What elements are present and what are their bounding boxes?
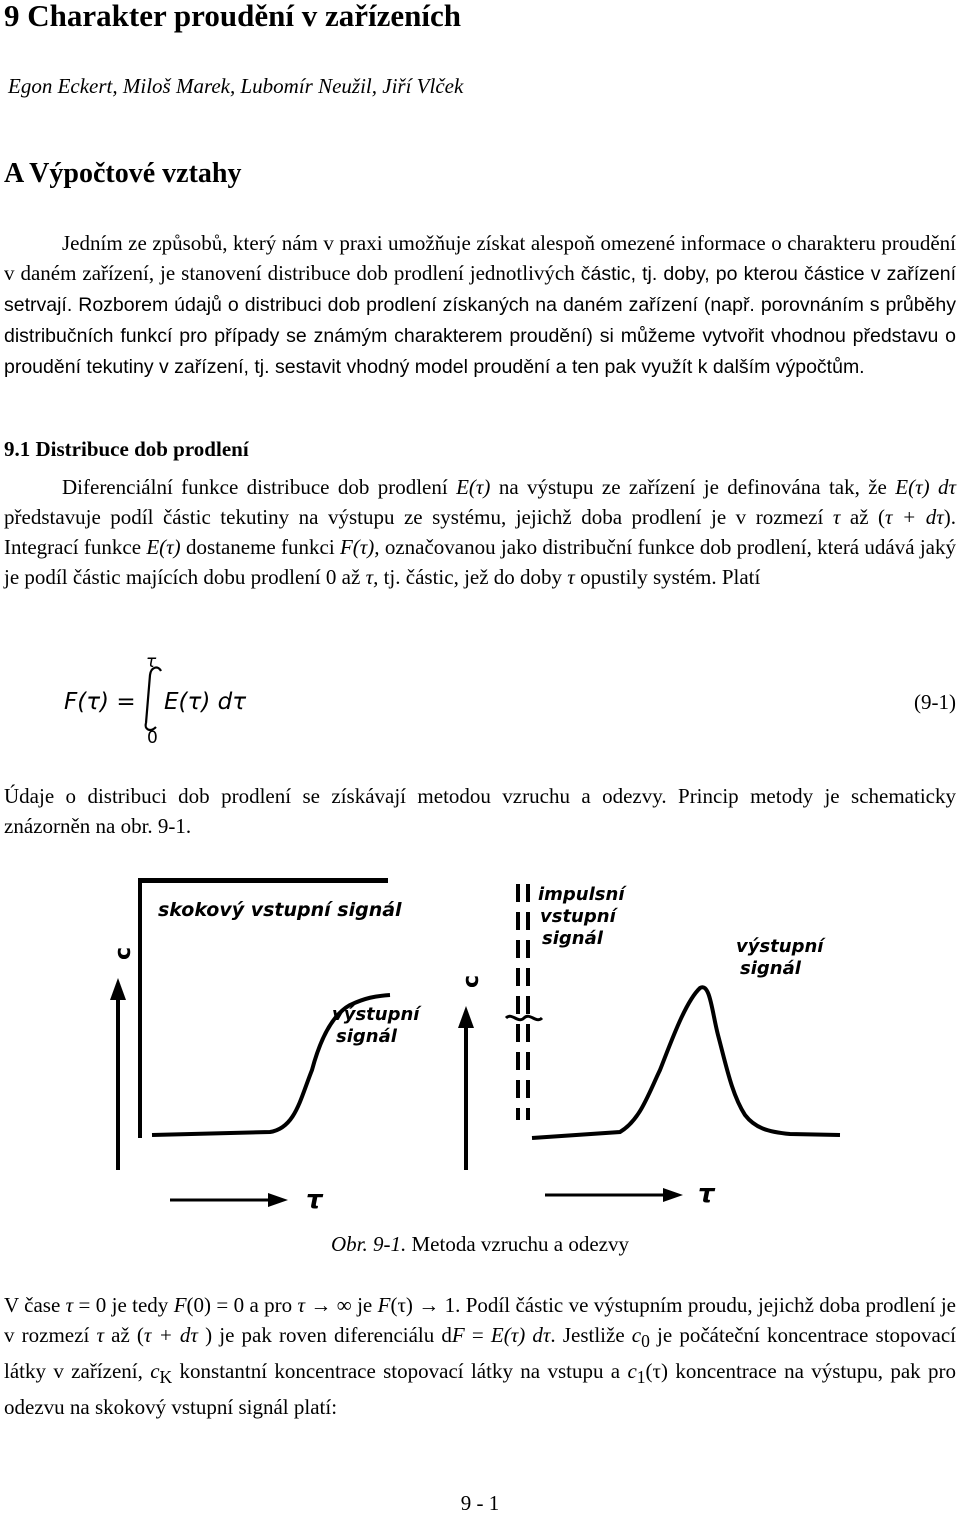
p3-k: konstantní koncentrace stopovací látky na vstupu a bbox=[172, 1359, 628, 1384]
p1-tau3: τ bbox=[567, 565, 575, 589]
p3-a: V čase bbox=[4, 1293, 66, 1317]
p1-E: E(τ) bbox=[456, 475, 491, 499]
p3-g: ) je pak roven diferenciálu d bbox=[197, 1323, 452, 1347]
eq-integrand: E(τ) dτ bbox=[164, 689, 247, 715]
left-panel bbox=[110, 878, 422, 1215]
caption-prefix: Obr. 9-1. bbox=[330, 1232, 407, 1256]
p1-text-a: Diferenciální funkce distribuce dob prodlení bbox=[62, 475, 457, 499]
right-x-label: τ bbox=[698, 1179, 715, 1209]
eq-lhs: F(τ) = bbox=[64, 689, 136, 715]
p1-taudt: τ + dτ bbox=[885, 505, 944, 529]
method-paragraph: Údaje o distribuci dob prodlení se získávají metodou vzruchu a odezvy. Princip metody je schematicky znázorněn na obr. 9-1. bbox=[4, 784, 956, 838]
intro-serif-text: Jedním ze způsobů, který nám v praxi umožňuje získat alespoň omezené informace o charakteru proudění v daném zařízení, je stanovení distribuce dob prodlení jednotlivých bbox=[4, 231, 956, 285]
p3-i: . Jestliže bbox=[550, 1323, 632, 1347]
p1-tau: τ bbox=[832, 505, 841, 529]
p3-Ft: F bbox=[377, 1293, 391, 1317]
p3-b: = 0 je tedy bbox=[73, 1293, 174, 1317]
p1-E2: E(τ) bbox=[146, 535, 181, 559]
right-input-label-3: signál bbox=[542, 928, 603, 949]
chapter-title: 9 Charakter proudění v zařízeních bbox=[4, 0, 461, 33]
p3-j: je počáteční koncentrace stopovací látky v zařízení, bbox=[4, 1323, 957, 1384]
left-step-vertical bbox=[138, 878, 142, 1138]
figure-caption bbox=[0, 1232, 960, 1257]
p3-cK-sub: K bbox=[159, 1367, 173, 1388]
p3-d: → ∞ je bbox=[305, 1293, 378, 1317]
equation-9-1 bbox=[60, 655, 960, 745]
p3-F0: F bbox=[173, 1293, 187, 1317]
right-output-label-2: signál bbox=[740, 958, 801, 979]
caption-text: Metoda vzruchu a odezvy bbox=[406, 1232, 629, 1256]
section-heading-a: A Výpočtové vztahy bbox=[4, 158, 242, 189]
equation-number: (9-1) bbox=[914, 690, 956, 714]
left-y-arrowhead bbox=[110, 978, 126, 1000]
conditions-paragraph bbox=[4, 1290, 956, 1422]
definition-paragraph bbox=[4, 472, 956, 592]
right-y-label: c bbox=[459, 974, 484, 988]
right-y-arrowhead bbox=[458, 1006, 474, 1028]
left-x-arrowhead bbox=[268, 1193, 288, 1207]
p1-text-f: dostaneme funkci bbox=[180, 535, 340, 559]
section-heading-9-1: 9.1 Distribuce dob prodlení bbox=[4, 437, 249, 461]
integral-sign bbox=[146, 668, 161, 730]
eq-lower-limit: 0 bbox=[147, 728, 158, 745]
right-panel bbox=[458, 884, 840, 1209]
authors: Egon Eckert, Miloš Marek, Lubomír Neužil, Jiří Vlček bbox=[8, 74, 464, 98]
p1-F: F(τ), bbox=[339, 535, 380, 559]
p1-text-g: označovanou jako distribuční funkce dob prodlení, která udává jaký je podíl částic majících dobu prodlení 0 až bbox=[4, 535, 956, 589]
p3-Edt: E(τ) dτ bbox=[490, 1323, 551, 1347]
p3-c0-sub: 0 bbox=[641, 1331, 650, 1352]
p1-text-b: na výstupu ze zařízení je definována tak, že bbox=[490, 475, 896, 499]
p3-tau1: τ bbox=[96, 1323, 104, 1347]
left-y-label: c bbox=[111, 946, 136, 960]
p3-c: (0) = 0 a pro bbox=[186, 1293, 298, 1317]
right-output-label-1: výstupní bbox=[736, 936, 824, 957]
left-step-horizontal bbox=[138, 878, 388, 883]
p1-Edt: E(τ) dτ bbox=[895, 475, 956, 499]
p1-text-i: opustily systém. Platí bbox=[574, 565, 761, 589]
p1-text-h: tj. částic, jež do doby bbox=[378, 565, 568, 589]
right-output-curve bbox=[532, 987, 840, 1138]
p3-c0: c bbox=[631, 1323, 642, 1347]
left-output-label-1: výstupní bbox=[332, 1004, 420, 1025]
p1-text-d: až ( bbox=[840, 505, 886, 529]
p3-dF: F bbox=[451, 1323, 465, 1347]
left-x-label: τ bbox=[306, 1185, 323, 1215]
p1-tau2: τ, bbox=[365, 565, 379, 589]
figure-9-1 bbox=[100, 870, 860, 1230]
p3-h: = bbox=[464, 1323, 491, 1347]
p1-text-c: představuje podíl částic tekutiny na výstupu ze systému, jejichž doba prodlení je v rozmezí bbox=[4, 505, 833, 529]
p3-f: až ( bbox=[103, 1323, 144, 1347]
page-number: 9 - 1 bbox=[460, 1491, 500, 1515]
p3-tau0: τ bbox=[65, 1293, 74, 1317]
p3-c1: c bbox=[627, 1359, 637, 1384]
p3-cK: c bbox=[150, 1359, 160, 1384]
left-input-label: skokový vstupní signál bbox=[158, 899, 402, 921]
p3-c1-sub: 1 bbox=[636, 1367, 646, 1388]
axis-break-mark bbox=[506, 1016, 542, 1019]
right-x-arrowhead bbox=[663, 1188, 683, 1202]
p3-tauinf: τ bbox=[297, 1293, 306, 1317]
intro-sans-text: částic, tj. doby, po kterou částice v zařízení setrvají. Rozborem údajů o distribuci dob prodlení získaných na daném zařízení (např. porovnáním s průběhy distribučních funkcí pro případy se známým charakterem proudění) si můžeme vytvořit vhodnou představu o proudění tekutiny v zařízení, tj. sestavit vhodný model proudění a ten pak využít k dalším výpočtům. bbox=[4, 263, 956, 378]
eq-upper-limit: τ bbox=[146, 655, 157, 672]
p3-l: (τ) koncentrace na výstupu, pak pro odezvu na skokový vstupní signál platí: bbox=[4, 1359, 956, 1420]
p1-text-e: ). Integrací funkce bbox=[4, 505, 957, 559]
intro-paragraph bbox=[4, 228, 956, 382]
right-input-label-1: impulsní bbox=[538, 884, 625, 905]
right-input-label-2: vstupní bbox=[540, 906, 616, 927]
p3-taud: τ + dτ bbox=[143, 1323, 198, 1347]
p3-e: (τ) → 1. Podíl částic ve výstupním proudu, jejichž doba prodlení je v rozmezí bbox=[4, 1293, 956, 1347]
left-output-label-2: signál bbox=[336, 1026, 397, 1047]
